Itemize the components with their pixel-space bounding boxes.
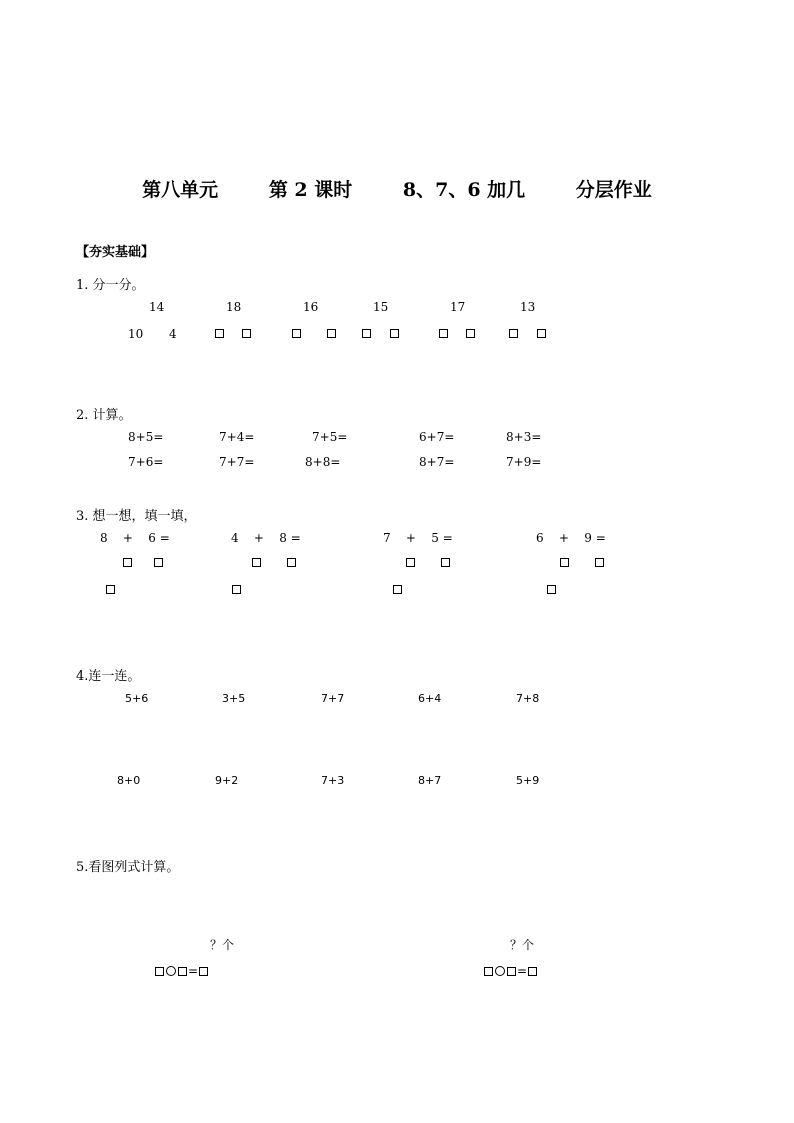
q4-top-expression[interactable]: 7+7 xyxy=(321,692,345,705)
q4-top-expression[interactable]: 5+6 xyxy=(125,692,149,705)
answer-box[interactable] xyxy=(123,558,132,567)
answer-box[interactable] xyxy=(155,967,164,976)
q1-number: 16 xyxy=(303,300,319,314)
answer-box[interactable] xyxy=(327,329,336,338)
q4-top-expression[interactable]: 6+4 xyxy=(418,692,442,705)
title-lesson: 第 2 课时 xyxy=(268,179,353,201)
answer-box[interactable] xyxy=(215,329,224,338)
q2-expression: 8+5= xyxy=(128,430,164,444)
answer-box[interactable] xyxy=(509,329,518,338)
q4-bottom-expression[interactable]: 7+3 xyxy=(321,774,345,787)
answer-box[interactable] xyxy=(178,967,187,976)
answer-box[interactable] xyxy=(484,967,493,976)
q2-expression: 7+9= xyxy=(506,455,542,469)
formula-right: = xyxy=(483,964,538,978)
answer-box[interactable] xyxy=(466,329,475,338)
q1-number: 13 xyxy=(520,300,536,314)
q2-expression: 8+7= xyxy=(419,455,455,469)
answer-box[interactable] xyxy=(232,585,241,594)
q2-expression: 7+6= xyxy=(128,455,164,469)
q3-equation: 4 + 8 = xyxy=(231,531,301,545)
q1-number: 18 xyxy=(226,300,242,314)
q3-label: 3. 想一想，填一填， xyxy=(76,509,197,524)
answer-box[interactable] xyxy=(406,558,415,567)
q4-label: 4.连一连。 xyxy=(76,669,141,684)
q4-bottom-expression[interactable]: 9+2 xyxy=(215,774,239,787)
q2-label: 2. 计算。 xyxy=(76,408,132,423)
section-label: 【夯实基础】 xyxy=(76,245,155,260)
answer-box[interactable] xyxy=(507,967,516,976)
answer-box[interactable] xyxy=(106,585,115,594)
q1-number: 14 xyxy=(149,300,165,314)
q2-expression: 8+8= xyxy=(305,455,341,469)
answer-box[interactable] xyxy=(287,558,296,567)
q3-equation: 8 + 6 = xyxy=(100,531,170,545)
answer-box[interactable] xyxy=(547,585,556,594)
q1-label: 1. 分一分。 xyxy=(76,278,145,293)
q2-expression: 8+3= xyxy=(506,430,542,444)
q4-bottom-expression[interactable]: 8+0 xyxy=(117,774,141,787)
answer-box[interactable] xyxy=(292,329,301,338)
q4-top-expression[interactable]: 7+8 xyxy=(516,692,540,705)
q1-number: 17 xyxy=(450,300,466,314)
title-topic: 8、7、6 加几 xyxy=(402,179,526,201)
answer-box[interactable] xyxy=(390,329,399,338)
answer-box[interactable] xyxy=(393,585,402,594)
question-mark-label: ？个 xyxy=(510,938,535,952)
answer-box[interactable] xyxy=(242,329,251,338)
q3-equation: 7 + 5 = xyxy=(383,531,453,545)
q5-label: 5.看图列式计算。 xyxy=(76,860,180,875)
formula-left: = xyxy=(154,964,209,978)
operator-circle[interactable] xyxy=(166,966,176,976)
answer-box[interactable] xyxy=(441,558,450,567)
q1-example-part: 10 xyxy=(128,327,144,341)
answer-box[interactable] xyxy=(528,967,537,976)
answer-box[interactable] xyxy=(439,329,448,338)
answer-box[interactable] xyxy=(199,967,208,976)
answer-box[interactable] xyxy=(362,329,371,338)
answer-box[interactable] xyxy=(252,558,261,567)
answer-box[interactable] xyxy=(560,558,569,567)
answer-box[interactable] xyxy=(595,558,604,567)
q1-example-part: 4 xyxy=(169,327,177,341)
q4-top-expression[interactable]: 3+5 xyxy=(222,692,246,705)
q2-expression: 7+4= xyxy=(219,430,255,444)
operator-circle[interactable] xyxy=(495,966,505,976)
q4-bottom-expression[interactable]: 5+9 xyxy=(516,774,540,787)
answer-box[interactable] xyxy=(154,558,163,567)
q4-bottom-expression[interactable]: 8+7 xyxy=(418,774,442,787)
q2-expression: 6+7= xyxy=(419,430,455,444)
answer-box[interactable] xyxy=(537,329,546,338)
q3-equation: 6 + 9 = xyxy=(536,531,606,545)
q2-expression: 7+5= xyxy=(312,430,348,444)
q2-expression: 7+7= xyxy=(219,455,255,469)
page-title xyxy=(0,175,794,202)
title-type: 分层作业 xyxy=(575,179,652,201)
question-mark-label: ？个 xyxy=(210,938,235,952)
q1-number: 15 xyxy=(373,300,389,314)
title-unit: 第八单元 xyxy=(142,179,219,201)
